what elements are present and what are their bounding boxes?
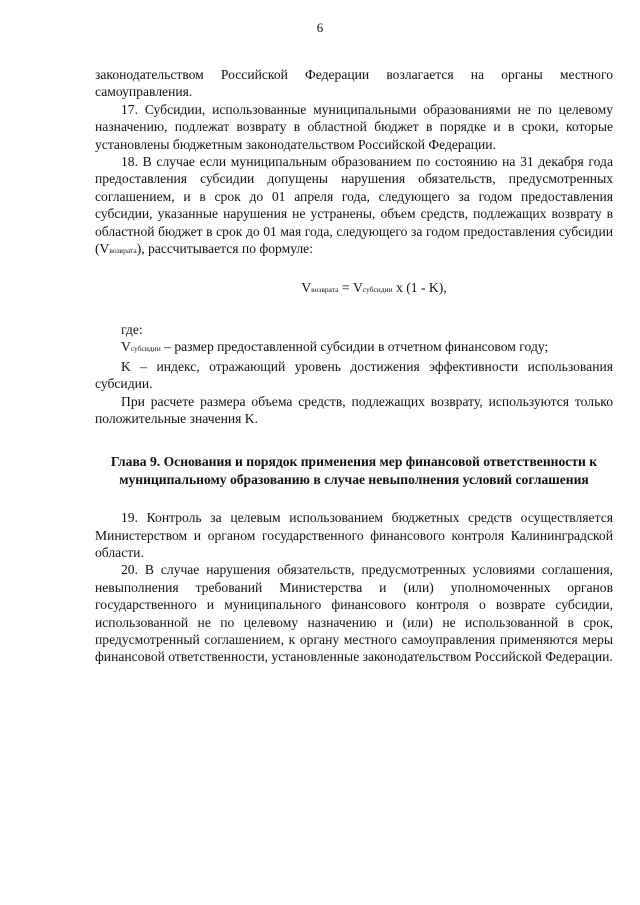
formula-eq: = V bbox=[338, 280, 363, 296]
definition-v bbox=[95, 338, 613, 357]
formula-v: V bbox=[301, 280, 312, 296]
formula-rest: x (1 - K), bbox=[392, 280, 447, 296]
definition-v-symbol: V bbox=[121, 339, 131, 355]
paragraph-19: 19. Контроль за целевым использованием бюджетных средств осуществляется Министерством и органом государственного финансового контроля Калининградской области. bbox=[95, 510, 613, 560]
formula-sub-subsidii: субсидии bbox=[362, 285, 393, 295]
definition-v-text: – размер предоставленной субсидии в отчетном финансовом году; bbox=[160, 339, 549, 355]
formula bbox=[95, 279, 613, 298]
paragraph-intro: законодательством Российской Федерации возлагается на органы местного самоуправления. bbox=[95, 67, 613, 100]
definition-k: K – индекс, отражающий уровень достижения эффективности использования субсидии. bbox=[95, 358, 613, 392]
paragraph-18 bbox=[95, 153, 613, 259]
definition-v-subscript: субсидии bbox=[130, 344, 161, 354]
paragraph-20: 20. В случае нарушения обязательств, предусмотренных условиями соглашения, невыполнения требований Министерства и (или) уполномоченных органов государственного и муниципального финансового контроля о возврате субсидии, использованной не по целевому назначению и (или) не использованной в срок, предусмотренный соглашением, к органу местного самоуправления применяются меры финансовой ответственности, установленные законодательством Российской Федерации. bbox=[95, 562, 613, 665]
where-label: где: bbox=[121, 321, 143, 337]
formula-sub-vozvrata: возврата bbox=[311, 285, 339, 295]
page-number: 6 bbox=[316, 20, 324, 35]
document-body bbox=[95, 66, 613, 666]
chapter-title: Глава 9. Основания и порядок применения мер финансовой ответственности к муниципальному образованию в случае невыполнения условий соглашения bbox=[110, 454, 598, 487]
paragraph-18-end: ), рассчитывается по формуле: bbox=[136, 241, 313, 257]
paragraph-18-subscript: возврата bbox=[109, 246, 137, 256]
paragraph-17: 17. Субсидии, использованные муниципальными образованиями не по целевому назначению, подлежат возврату в областной бюджет в порядке и в сроки, которые установлены бюджетным законодательством Российской Федерации. bbox=[95, 101, 613, 152]
paragraph-18-text: 18. В случае если муниципальным образованием по состоянию на 31 декабря года предоставления субсидии допущены нарушения обязательств, предусмотренных соглашением, и в срок до 01 апреля года, следующего за годом предоставления субсидии, указанные нарушения не устранены, объем средств, подлежащих возврату в областной бюджет в срок до 01 мая года, следующего за годом предоставления субсидии (V bbox=[95, 154, 613, 257]
paragraph-calculation: При расчете размера объема средств, подлежащих возврату, используются только положительные значения K. bbox=[95, 393, 613, 426]
